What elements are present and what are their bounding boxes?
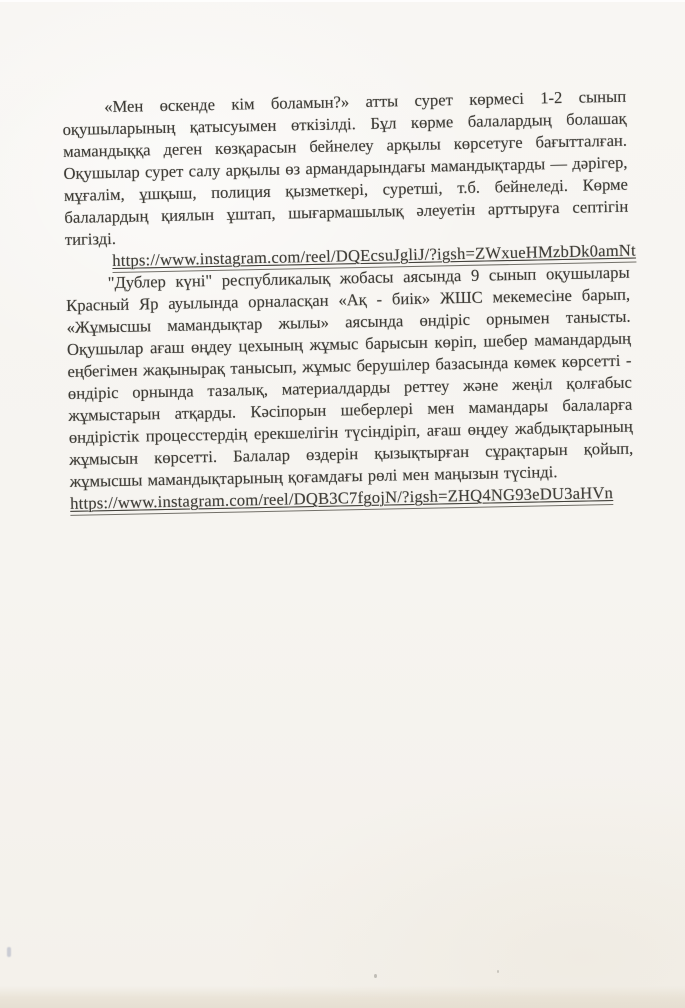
paragraph-art-exhibition: «Мен өскенде кім боламын?» атты сурет көрмесі 1-2 сынып оқушыларының қатысуымен өткізілді. Бұл көрме балалардың болашақ мамандыққа деген көзқарасын бейнелеу арқылы көрсетуге бағытталған. Оқушылар сурет салу арқылы өз армандарындағы мамандықтарды — дәрігер, мұғалім, ұшқыш, полиция қызметкері, суретші, т.б. бейнеледі. Көрме балалардың қиялын ұштап, шығармашылық әлеуетін арттыруға септігін тигізді.: [62, 86, 629, 249]
scan-artifact-speck: [7, 947, 11, 957]
instagram-link-1[interactable]: https://www.instagram.com/reel/DQEcsuJgliJ/?igsh=ZWxueHMzbDk0amNt: [112, 241, 636, 274]
paragraph-dubler-kuni: "Дублер күні" республикалық жобасы аясында 9 сынып оқушылары Красный Яр ауылында орналасқан «Ақ - биік» ЖШС мекемесіне барып, «Жұмысшы мамандықтар жылы» аясында өндіріс орнымен танысты. Оқушылар ағаш өңдеу цехының жұмыс барысын көріп, шебер мамандардың еңбегімен жақынырақ танысып, жұмыс берушілер базасында көмек көрсетті - өндіріс орнында тазалық, материалдарды реттеу және жеңіл қолғабыс жұмыстарын атқарды. Кәсіпорын шеберлері мен мамандары балаларға өндірістік процесстердің ерекшелігін түсіндіріп, ағаш өңдеу жабдықтарының жұмысын көрсетті. Балалар өздерін қызықтырған сұрақтарын қойып, жұмысшы мамандықтарының қоғамдағы рөлі мен маңызын түсінді.: [65, 262, 634, 491]
instagram-link-2[interactable]: https://www.instagram.com/reel/DQB3C7fgojN/?igsh=ZHQ4NG93eDU3aHVn: [70, 483, 613, 516]
scan-artifact-speck: [497, 970, 499, 973]
scan-artifact-speck: [374, 974, 377, 978]
document-text-block: [62, 86, 637, 515]
